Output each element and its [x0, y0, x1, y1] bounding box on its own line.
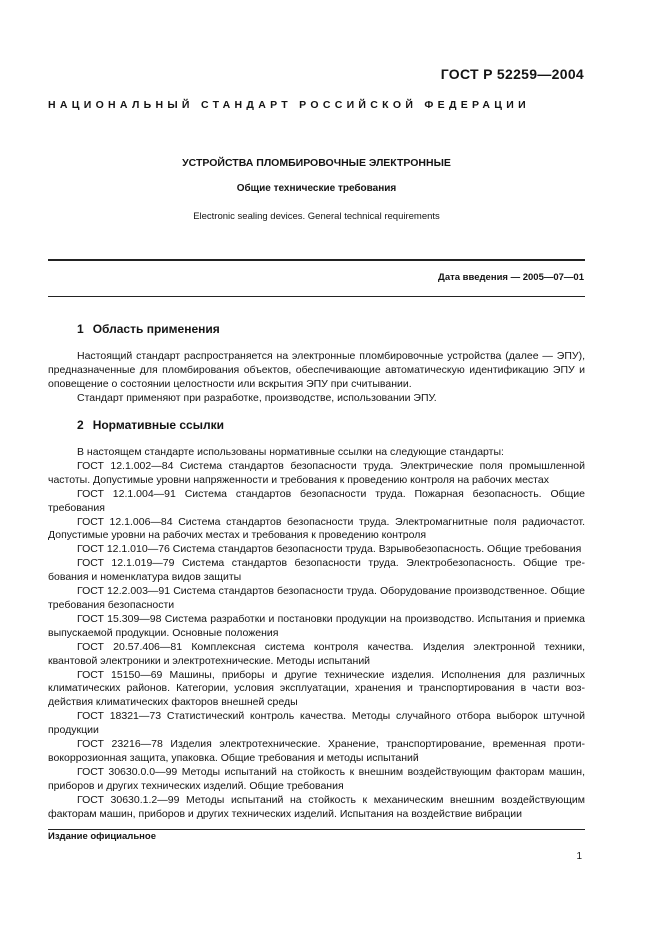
reference-item: ГОСТ 12.1.010—76 Система стандартов безопасности труда. Взрывобезопасность. Общие требования	[77, 543, 582, 556]
reference-item: ГОСТ 20.57.406—81 Комплексная система контроля качества. Изделия электронной техники, квантовой электроники и электротехнические. Методы испытаний	[48, 640, 585, 667]
official-edition-label: Издание официальное	[48, 831, 156, 842]
reference-item: ГОСТ 15150—69 Машины, приборы и другие технические изделия. Исполнения для различных климатических районов. Категории, условия эксплуатации, хранения и транспортирования в части воздействия климатических факторов внешней среды	[48, 668, 585, 709]
reference-item: ГОСТ 12.1.002—84 Система стандартов безопасности труда. Электрические поля промышленной частоты. Допустимые уровни напряженности и требования к проведению контроля на рабочих местах	[48, 459, 585, 486]
date-divider	[48, 296, 585, 297]
document-title: УСТРОЙСТВА ПЛОМБИРОВОЧНЫЕ ЭЛЕКТРОННЫЕ	[182, 157, 451, 169]
section-2-intro: В настоящем стандарте использованы нормативные ссылки на следующие стандарты:	[77, 446, 504, 458]
section-1-heading	[77, 322, 220, 336]
section-2-body	[48, 446, 585, 821]
english-title: Electronic sealing devices. General technical requirements	[193, 211, 440, 222]
reference-item: ГОСТ 12.1.004—91 Система стандартов безопасности труда. Пожарная безопасность. Общие требования	[48, 487, 585, 514]
section-1-body	[48, 350, 585, 406]
effective-date: Дата введения — 2005—07—01	[438, 272, 584, 283]
page-number: 1	[576, 851, 582, 862]
section-2-number: 2	[77, 418, 84, 432]
document-subtitle: Общие технические требования	[236, 183, 397, 194]
reference-item: ГОСТ 12.2.003—91 Система стандартов безопасности труда. Оборудование производственное. Общие требования безопасности	[48, 585, 585, 611]
reference-item: ГОСТ 18321—73 Статистический контроль качества. Методы случайного отбора выборок штучной продукции	[48, 710, 585, 737]
footer-divider	[48, 829, 585, 830]
reference-item: ГОСТ 30630.0.0—99 Методы испытаний на стойкость к внешним воздействующим факторам машин, приборов и других технических изделий. Общие требования	[48, 765, 585, 792]
gost-number: ГОСТ Р 52259—2004	[440, 66, 584, 82]
reference-item: ГОСТ 12.1.019—79 Система стандартов безопасности труда. Электробезопасность. Общие требования и номенклатура видов защиты	[48, 557, 585, 584]
title-divider	[48, 259, 585, 261]
section-1-paragraph: Настоящий стандарт распространяется на электронные пломбировочные устройства (далее — ЭПУ), предназначенные для пломбирования объектов, обеспечивающие автоматическую идентификацию ЭПУ и оповещение о состоянии целостности или вскрытия ЭПУ при считывании.	[48, 350, 585, 390]
reference-item: ГОСТ 23216—78 Изделия электротехнические. Хранение, транспортирование, временная противокоррозионная защита, упаковка. Общие требования и методы испытаний	[48, 738, 585, 764]
reference-item: ГОСТ 12.1.006—84 Система стандартов безопасности труда. Электромагнитные поля радиочастот. Допустимые уровни на рабочих местах и требования к проведению контроля	[48, 515, 585, 542]
section-2-heading	[77, 418, 224, 432]
section-1-title: Область применения	[92, 322, 220, 336]
section-1-number: 1	[77, 322, 84, 336]
reference-item: ГОСТ 15.309—98 Система разработки и постановки продукции на производство. Испытания и приемка выпускаемой продукции. Основные положения	[48, 612, 585, 639]
national-standard-heading: НАЦИОНАЛЬНЫЙ СТАНДАРТ РОССИЙСКОЙ ФЕДЕРАЦИИ	[48, 99, 530, 111]
section-1-paragraph: Стандарт применяют при разработке, производстве, использовании ЭПУ.	[77, 391, 437, 404]
reference-item: ГОСТ 30630.1.2—99 Методы испытаний на стойкость к механическим внешним воздействующим факторам машин, приборов и других технических изделий. Испытания на воздействие вибрации	[48, 793, 585, 820]
section-2-title: Нормативные ссылки	[92, 418, 224, 432]
